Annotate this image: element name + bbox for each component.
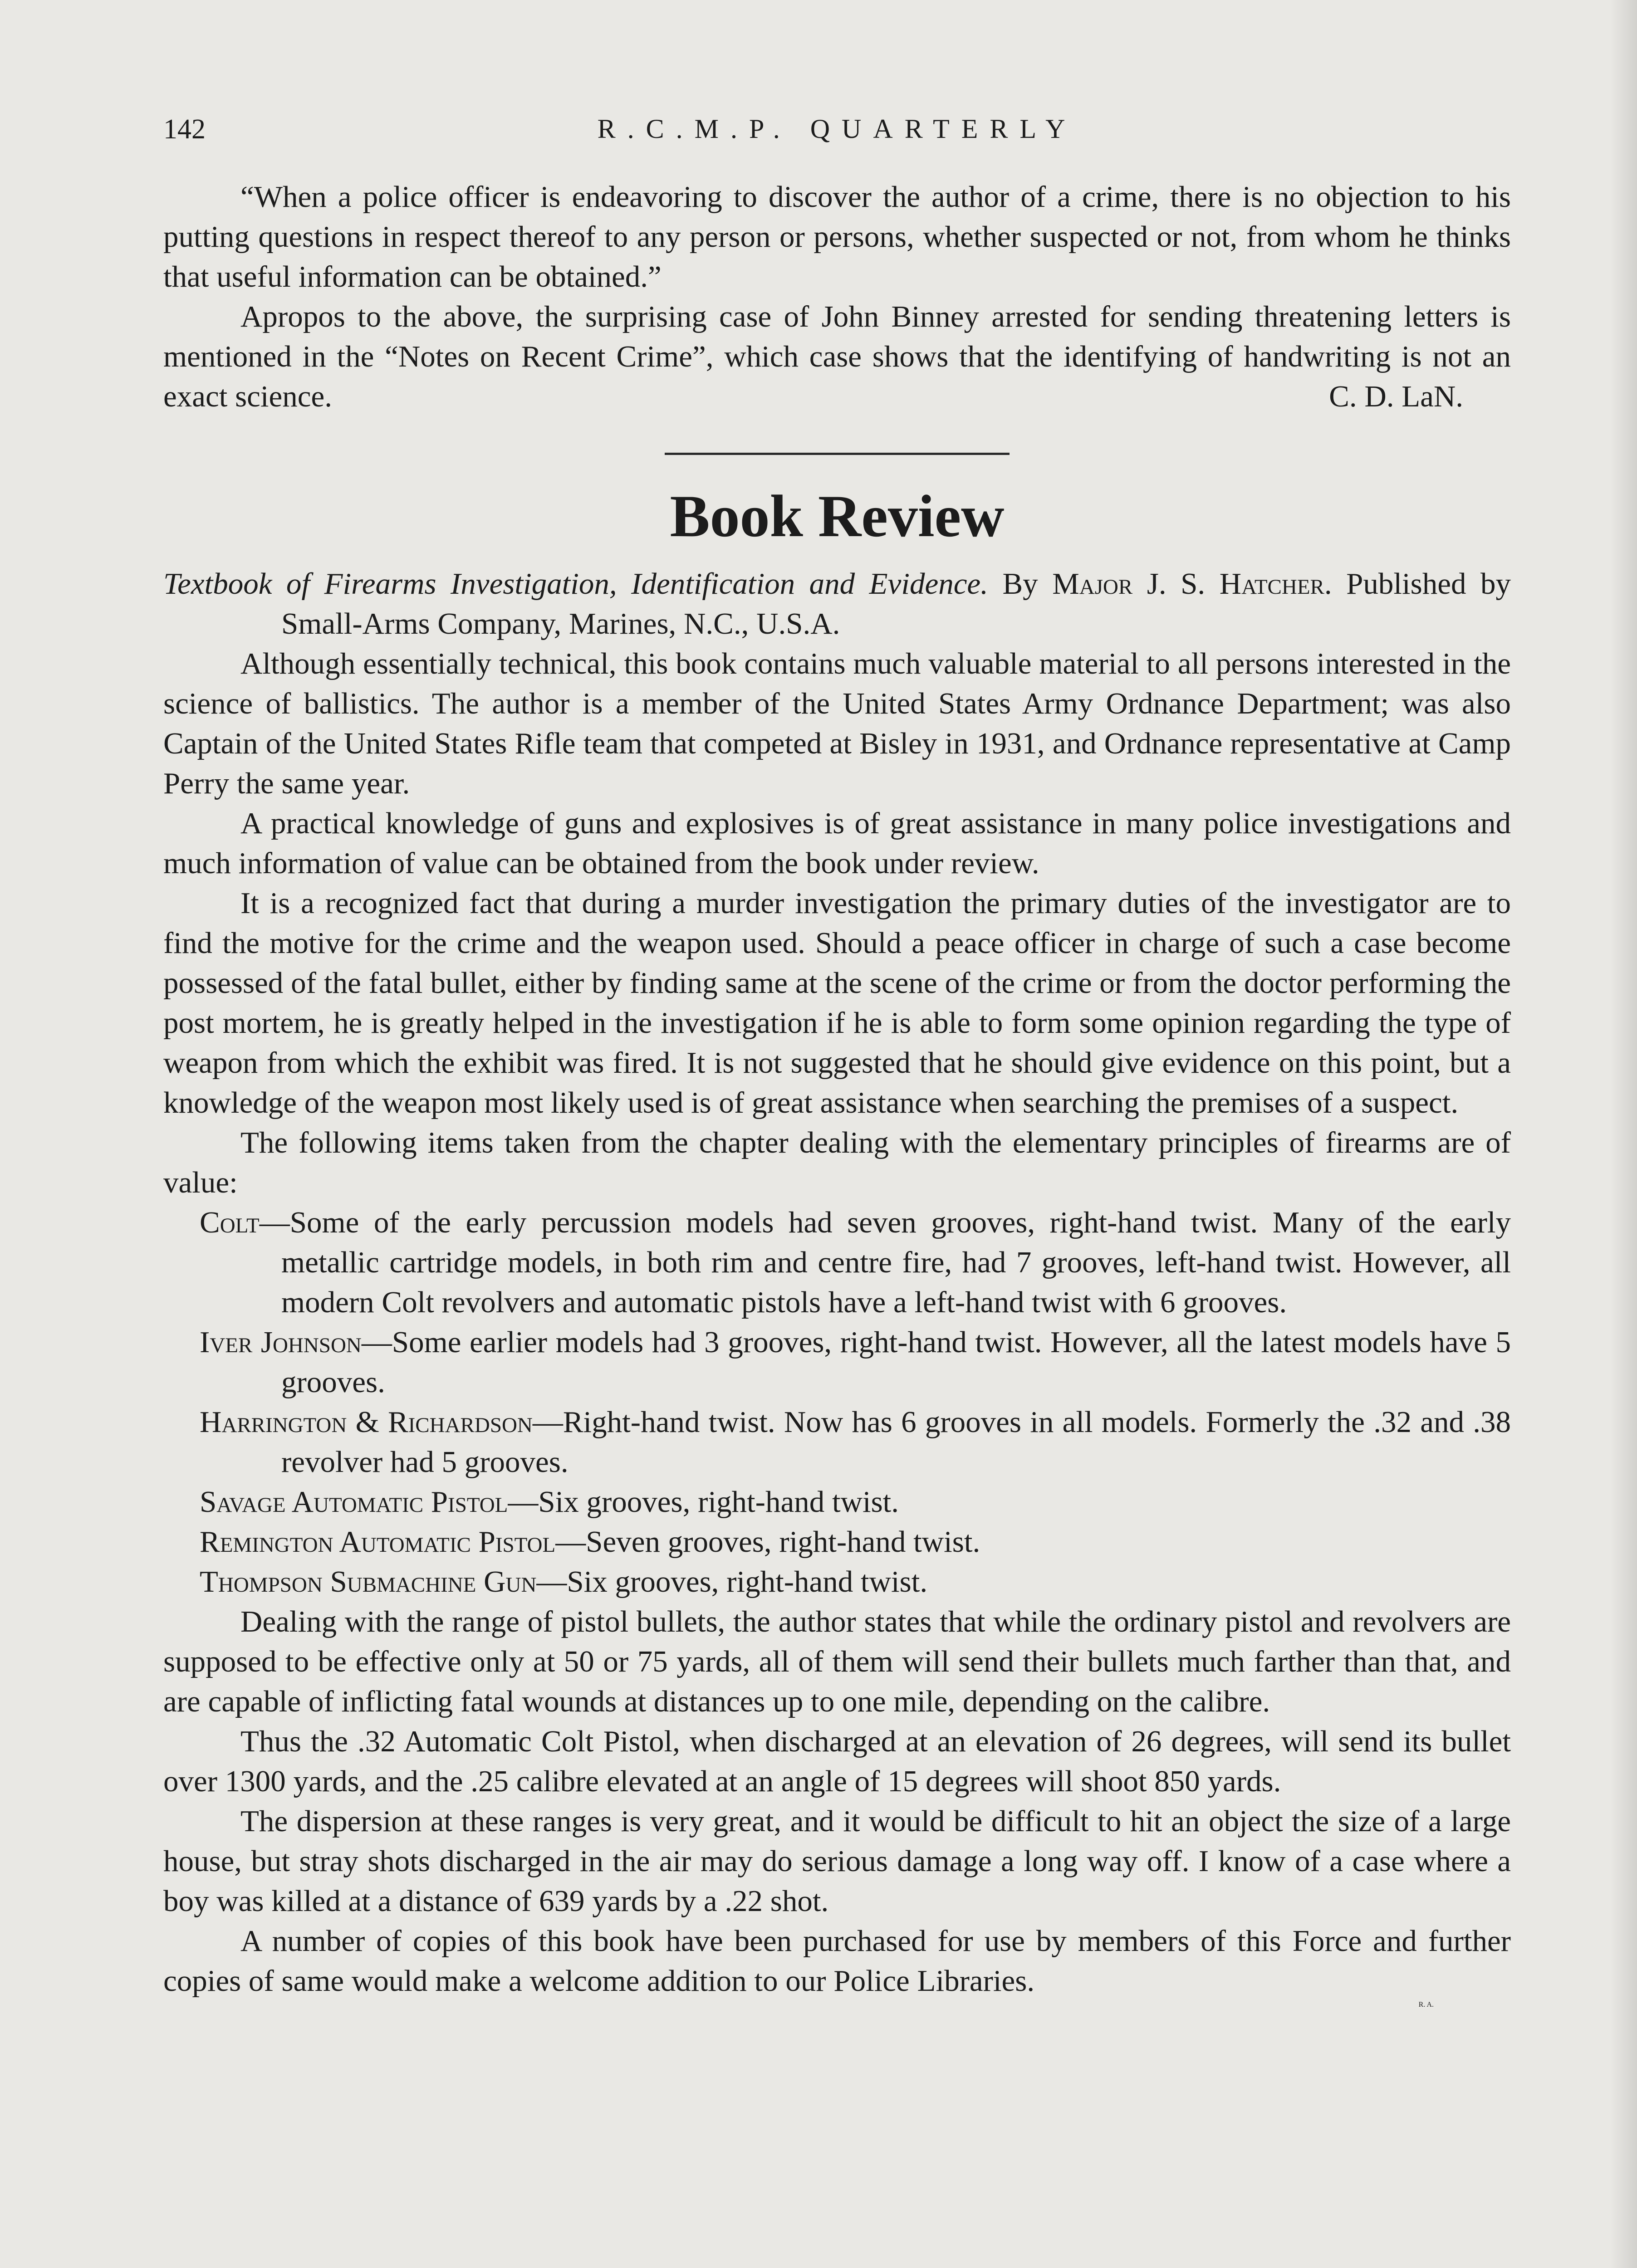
firearm-item: [200, 1202, 1511, 1322]
firearm-name: Savage Automatic Pistol: [200, 1485, 508, 1519]
closing-paragraph: A number of copies of this book have been purchased for use by members of this Force and further copies of same would make a welcome addition to our Police Libraries.: [163, 1924, 1511, 1998]
section-heading: Book Review: [670, 483, 1005, 549]
by-text: By: [1002, 567, 1038, 601]
page: [163, 113, 1511, 2009]
firearm-name: Remington Automatic Pistol: [200, 1525, 556, 1559]
firearm-item: [200, 1522, 1511, 1562]
firearm-name: Colt: [200, 1206, 260, 1239]
apropos-paragraph: [163, 297, 1511, 416]
firearm-description: —Six grooves, right-hand twist.: [536, 1565, 928, 1598]
review-paragraph: A practical knowledge of guns and explosives is of great assistance in many police investigations and much information of value can be obtained from the book under review.: [163, 807, 1511, 880]
reviewer-signature: R. A.: [1418, 2001, 1434, 2009]
firearm-item: [200, 1482, 1511, 1522]
review-paragraph: The following items taken from the chapter dealing with the elementary principles of firearms are of value:: [163, 1126, 1511, 1199]
firearm-description: —Some of the early percussion models had seven grooves, right-hand twist. Many of the early metallic cartridge models, in both rim and centre fire, had 7 grooves, left-hand twist. However, all modern Colt revolvers and automatic pistols have a left-hand twist with 6 grooves.: [259, 1206, 1511, 1319]
apropos-text: Apropos to the above, the surprising case of John Binney arrested for sending threatening letters is mentioned in the “Notes on Recent Crime”, which case shows that the identifying of handwriting is not an exact science.: [163, 300, 1511, 413]
quoted-paragraph: “When a police officer is endeavoring to discover the author of a crime, there is no objection to his putting questions in respect thereof to any person or persons, whether suspected or not, from whom he thinks that useful information can be obtained.”: [163, 180, 1511, 293]
firearm-item: [200, 1322, 1511, 1402]
firearm-name: Harrington & Richardson: [200, 1405, 533, 1439]
firearm-name: Thompson Submachine Gun: [200, 1565, 537, 1598]
review-paragraph: Although essentially technical, this book contains much valuable material to all persons interested in the science of ballistics. The author is a member of the United States Army Ordnance Department; was also Captain of the United States Rifle team that competed at Bisley in 1931, and Ordnance representative at Camp Perry the same year.: [163, 647, 1511, 800]
author-signature: C. D. LaN.: [1329, 380, 1463, 413]
firearm-description: —Some earlier models had 3 grooves, right-hand twist. However, all the latest models have 5 grooves.: [281, 1325, 1511, 1399]
review-paragraph: Thus the .32 Automatic Colt Pistol, when discharged at an elevation of 26 degrees, will send its bullet over 1300 yards, and the .25 calibre elevated at an angle of 15 degrees will shoot 850 yards.: [163, 1725, 1511, 1798]
firearm-item: [200, 1402, 1511, 1482]
page-number: 142: [163, 114, 206, 145]
book-title: Textbook of Firearms Investigation, Identification and Evidence.: [163, 567, 988, 601]
review-paragraph: It is a recognized fact that during a murder investigation the primary duties of the investigator are to find the motive for the crime and the weapon used. Should a peace officer in charge of such a case become possessed of the fatal bullet, either by finding same at the scene of the crime or from the doctor performing the post mortem, he is greatly helped in the investigation if he is able to form some opinion regarding the type of weapon from which the exhibit was fired. It is not suggested that he should give evidence on this point, but a knowledge of the weapon most likely used is of great assistance when searching the premises of a suspect.: [163, 886, 1511, 1119]
firearm-name: Iver Johnson: [200, 1325, 362, 1359]
review-paragraph: The dispersion at these ranges is very great, and it would be difficult to hit an object the size of a large house, but stray shots discharged in the air may do serious damage a long way off. I know of a case where a boy was killed at a distance of 639 yards by a .22 shot.: [163, 1804, 1511, 1918]
running-head: [163, 113, 1511, 154]
book-citation: [163, 564, 1511, 644]
journal-title: R.C.M.P. QUARTERLY: [597, 114, 1077, 144]
firearm-description: —Six grooves, right-hand twist.: [508, 1485, 899, 1519]
section-divider: [665, 453, 1010, 455]
firearm-item: [200, 1562, 1511, 1602]
book-publisher: Published by Small-Arms Company, Marines, N.C., U.S.A.: [281, 567, 1511, 640]
firearm-description: —Right-hand twist. Now has 6 grooves in all models. Formerly the .32 and .38 revolver had 5 grooves.: [281, 1405, 1511, 1479]
firearm-description: —Seven grooves, right-hand twist.: [555, 1525, 980, 1559]
page-edge-shadow: [1610, 0, 1637, 2268]
review-paragraph: Dealing with the range of pistol bullets, the author states that while the ordinary pistol and revolvers are supposed to be effective only at 50 or 75 yards, all of them will send their bullets much farther than that, and are capable of inflicting fatal wounds at distances up to one mile, depending on the calibre.: [163, 1605, 1511, 1718]
book-author: Major J. S. Hatcher.: [1052, 567, 1332, 601]
